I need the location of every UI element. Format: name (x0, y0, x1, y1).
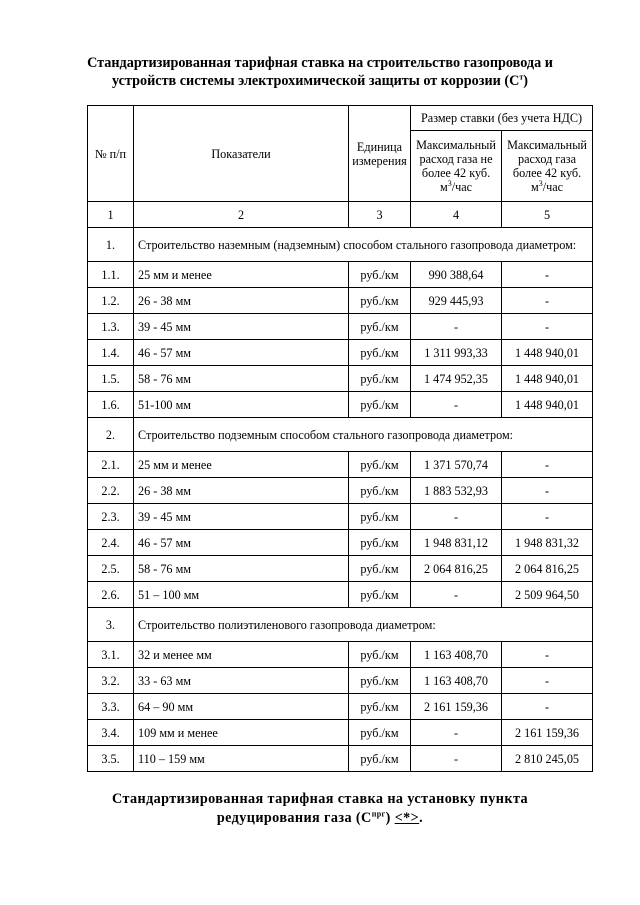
row-number: 2. (88, 418, 134, 452)
row-unit: руб./км (349, 314, 411, 340)
section-row (88, 228, 593, 262)
row-value-up-to-42: - (411, 720, 502, 746)
index-cell: 3 (349, 202, 411, 228)
tariff-table (87, 105, 593, 772)
row-number: 2.3. (88, 504, 134, 530)
row-value-over-42: - (502, 288, 593, 314)
row-unit: руб./км (349, 340, 411, 366)
row-unit: руб./км (349, 452, 411, 478)
title-line-2-text: устройств системы электрохимической защиты от коррозии (С (112, 73, 520, 89)
document-title (40, 54, 600, 90)
header-col-over-42-tail: /час (542, 180, 564, 194)
row-number: 1.1. (88, 262, 134, 288)
row-number: 2.1. (88, 452, 134, 478)
index-cell: 1 (88, 202, 134, 228)
title-line-1: Стандартизированная тарифная ставка на строительство газопровода и (87, 55, 553, 71)
row-value-up-to-42: 1 311 993,33 (411, 340, 502, 366)
footer-title-line-2-close: ) (385, 810, 395, 826)
row-value-up-to-42: 1 371 570,74 (411, 452, 502, 478)
footer-title-dot: . (419, 810, 424, 826)
row-value-over-42: 1 448 940,01 (502, 366, 593, 392)
row-number: 1.5. (88, 366, 134, 392)
table-row (88, 314, 593, 340)
row-indicator: 46 - 57 мм (134, 530, 349, 556)
section-title: Строительство полиэтиленового газопровода диаметром: (134, 608, 593, 642)
row-value-over-42: - (502, 504, 593, 530)
row-value-over-42: 2 064 816,25 (502, 556, 593, 582)
index-cell: 5 (502, 202, 593, 228)
row-indicator: 109 мм и менее (134, 720, 349, 746)
header-col-up-to-42 (411, 131, 502, 202)
row-value-up-to-42: - (411, 504, 502, 530)
row-number: 2.4. (88, 530, 134, 556)
row-number: 3.4. (88, 720, 134, 746)
footnote-reference-link[interactable]: <*> (394, 810, 420, 826)
row-number: 3.5. (88, 746, 134, 772)
table-row (88, 668, 593, 694)
row-value-over-42: - (502, 642, 593, 668)
row-number: 1.6. (88, 392, 134, 418)
row-unit: руб./км (349, 694, 411, 720)
row-indicator: 26 - 38 мм (134, 288, 349, 314)
row-number: 3.1. (88, 642, 134, 668)
table-row (88, 504, 593, 530)
row-unit: руб./км (349, 746, 411, 772)
table-row (88, 452, 593, 478)
table-row (88, 694, 593, 720)
header-rate-group: Размер ставки (без учета НДС) (411, 106, 593, 131)
table-row (88, 478, 593, 504)
row-value-over-42: 2 810 245,05 (502, 746, 593, 772)
row-unit: руб./км (349, 642, 411, 668)
row-value-up-to-42: 2 161 159,36 (411, 694, 502, 720)
footer-title-line-2 (40, 809, 600, 828)
header-col-over-42-text: Максимальный расход газа более 42 куб. м (507, 138, 587, 194)
row-value-up-to-42: 1 163 408,70 (411, 642, 502, 668)
row-indicator: 51-100 мм (134, 392, 349, 418)
footer-title-line-2-text: редуцирования газа (С (216, 810, 372, 826)
section-row (88, 418, 593, 452)
index-cell: 4 (411, 202, 502, 228)
row-value-up-to-42: 1 883 532,93 (411, 478, 502, 504)
header-col-up-to-42-tail: /час (451, 180, 473, 194)
row-value-up-to-42: - (411, 582, 502, 608)
row-indicator: 39 - 45 мм (134, 504, 349, 530)
row-value-over-42: 2 161 159,36 (502, 720, 593, 746)
row-unit: руб./км (349, 392, 411, 418)
row-indicator: 58 - 76 мм (134, 556, 349, 582)
row-value-up-to-42: 2 064 816,25 (411, 556, 502, 582)
row-value-up-to-42: 1 163 408,70 (411, 668, 502, 694)
table-row (88, 746, 593, 772)
row-unit: руб./км (349, 262, 411, 288)
table-row (88, 642, 593, 668)
row-unit: руб./км (349, 530, 411, 556)
row-indicator: 39 - 45 мм (134, 314, 349, 340)
row-unit: руб./км (349, 366, 411, 392)
table-row (88, 340, 593, 366)
row-value-over-42: - (502, 314, 593, 340)
row-indicator: 110 – 159 мм (134, 746, 349, 772)
table-row (88, 530, 593, 556)
row-number: 1.3. (88, 314, 134, 340)
row-unit: руб./км (349, 582, 411, 608)
row-number: 1. (88, 228, 134, 262)
table-row (88, 582, 593, 608)
table-row (88, 720, 593, 746)
row-indicator: 25 мм и менее (134, 262, 349, 288)
row-indicator: 25 мм и менее (134, 452, 349, 478)
row-number: 2.2. (88, 478, 134, 504)
row-value-up-to-42: - (411, 746, 502, 772)
row-value-over-42: - (502, 668, 593, 694)
header-col-over-42 (502, 131, 593, 202)
row-value-up-to-42: 990 388,64 (411, 262, 502, 288)
row-value-up-to-42: - (411, 314, 502, 340)
row-indicator: 26 - 38 мм (134, 478, 349, 504)
footer-title-line-1: Стандартизированная тарифная ставка на установку пункта (112, 791, 528, 807)
table-row (88, 556, 593, 582)
row-unit: руб./км (349, 478, 411, 504)
row-value-up-to-42: - (411, 392, 502, 418)
footer-title-superscript: прг (371, 809, 386, 819)
row-indicator: 32 и менее мм (134, 642, 349, 668)
row-value-over-42: - (502, 452, 593, 478)
header-col-up-to-42-text: Максимальный расход газа не более 42 куб. м (416, 138, 496, 194)
title-line-2-close: ) (523, 73, 528, 89)
row-unit: руб./км (349, 556, 411, 582)
title-superscript: т (519, 72, 524, 82)
header-col-over-42-sup: 3 (538, 178, 543, 188)
footer-title (40, 790, 600, 828)
table-row (88, 392, 593, 418)
row-unit: руб./км (349, 288, 411, 314)
row-value-over-42: - (502, 478, 593, 504)
row-indicator: 46 - 57 мм (134, 340, 349, 366)
row-value-up-to-42: 1 948 831,12 (411, 530, 502, 556)
row-value-over-42: - (502, 694, 593, 720)
row-value-over-42: 1 448 940,01 (502, 392, 593, 418)
row-number: 3. (88, 608, 134, 642)
row-value-over-42: 1 448 940,01 (502, 340, 593, 366)
title-line-2 (40, 72, 600, 90)
header-indicator: Показатели (134, 106, 349, 202)
section-row (88, 608, 593, 642)
index-cell: 2 (134, 202, 349, 228)
row-number: 2.6. (88, 582, 134, 608)
row-indicator: 58 - 76 мм (134, 366, 349, 392)
table-row (88, 288, 593, 314)
row-number: 1.2. (88, 288, 134, 314)
section-title: Строительство подземным способом стального газопровода диаметром: (134, 418, 593, 452)
header-num: № п/п (88, 106, 134, 202)
row-value-over-42: 2 509 964,50 (502, 582, 593, 608)
index-row (88, 202, 593, 228)
row-value-up-to-42: 929 445,93 (411, 288, 502, 314)
section-title: Строительство наземным (надземным) способом стального газопровода диаметром: (134, 228, 593, 262)
row-value-over-42: - (502, 262, 593, 288)
row-unit: руб./км (349, 668, 411, 694)
row-unit: руб./км (349, 720, 411, 746)
table-row (88, 262, 593, 288)
row-value-over-42: 1 948 831,32 (502, 530, 593, 556)
row-unit: руб./км (349, 504, 411, 530)
row-number: 3.3. (88, 694, 134, 720)
table-row (88, 366, 593, 392)
row-indicator: 51 – 100 мм (134, 582, 349, 608)
row-indicator: 64 – 90 мм (134, 694, 349, 720)
row-number: 2.5. (88, 556, 134, 582)
row-value-up-to-42: 1 474 952,35 (411, 366, 502, 392)
row-number: 1.4. (88, 340, 134, 366)
row-number: 3.2. (88, 668, 134, 694)
row-indicator: 33 - 63 мм (134, 668, 349, 694)
header-col-up-to-42-sup: 3 (447, 178, 452, 188)
header-unit: Единица измерения (349, 106, 411, 202)
